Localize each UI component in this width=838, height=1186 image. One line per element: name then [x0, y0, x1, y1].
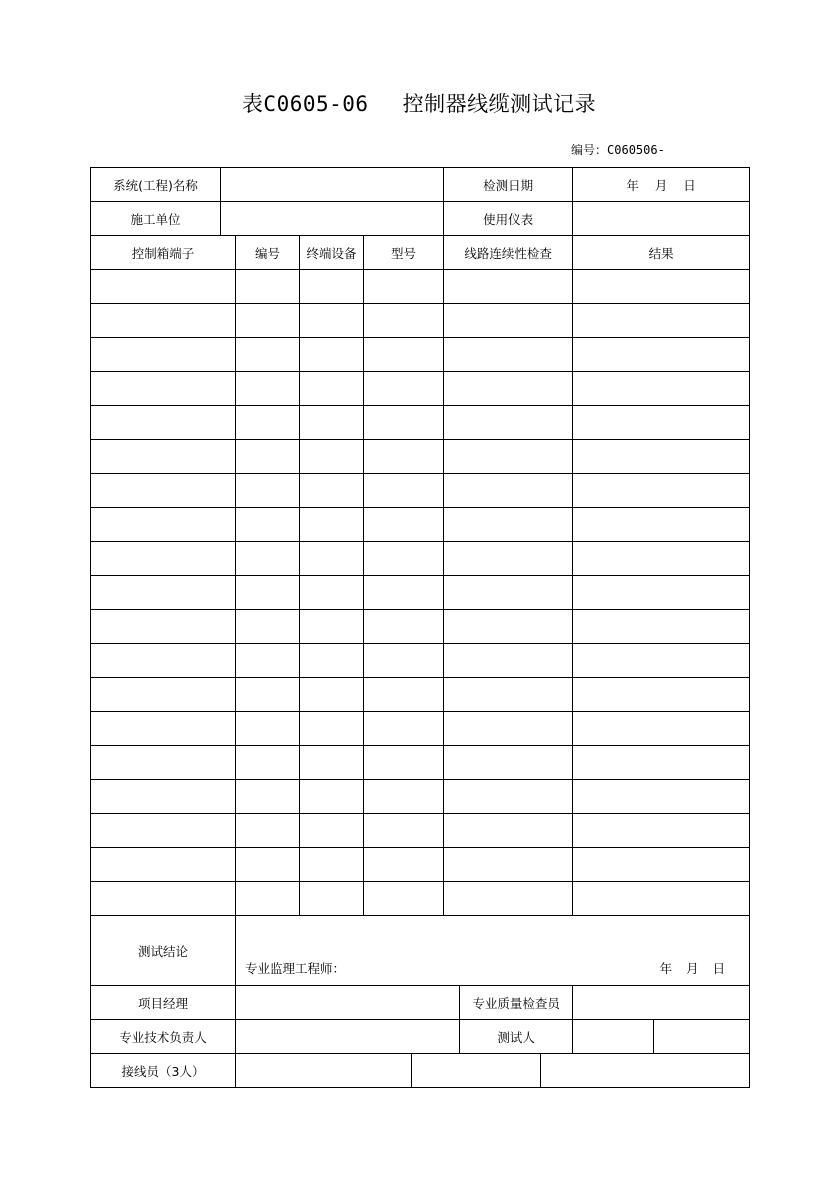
result-cell[interactable]	[573, 576, 750, 610]
continuity-cell[interactable]	[444, 508, 573, 542]
terminal-cell[interactable]	[91, 848, 236, 882]
continuity-cell[interactable]	[444, 712, 573, 746]
continuity-cell[interactable]	[444, 474, 573, 508]
result-cell[interactable]	[573, 814, 750, 848]
tester-label: 测试人	[460, 1020, 573, 1054]
tech-lead-field[interactable]	[236, 1020, 460, 1054]
terminal-cell[interactable]	[91, 882, 236, 916]
model-cell[interactable]	[364, 814, 444, 848]
model-cell[interactable]	[364, 848, 444, 882]
device-cell[interactable]	[300, 644, 364, 678]
device-cell[interactable]	[300, 814, 364, 848]
construction-unit-label: 施工单位	[91, 202, 221, 236]
continuity-cell[interactable]	[444, 270, 573, 304]
device-cell[interactable]	[300, 576, 364, 610]
result-cell[interactable]	[573, 508, 750, 542]
continuity-cell[interactable]	[444, 746, 573, 780]
table-row	[91, 304, 750, 338]
table-row	[91, 644, 750, 678]
device-cell[interactable]	[300, 610, 364, 644]
project-manager-label: 项目经理	[91, 986, 236, 1020]
continuity-cell[interactable]	[444, 406, 573, 440]
model-cell[interactable]	[364, 508, 444, 542]
signature-row-2	[91, 1020, 750, 1054]
table-row	[91, 848, 750, 882]
result-cell[interactable]	[573, 270, 750, 304]
model-cell[interactable]	[364, 372, 444, 406]
wiring-staff-label: 接线员（3人）	[91, 1054, 236, 1088]
device-cell[interactable]	[300, 338, 364, 372]
number-cell[interactable]	[236, 712, 300, 746]
document-title	[0, 88, 838, 118]
number-cell[interactable]	[236, 848, 300, 882]
table-row	[91, 474, 750, 508]
table-row	[91, 542, 750, 576]
continuity-cell[interactable]	[444, 304, 573, 338]
test-record-table	[90, 167, 750, 1088]
continuity-cell[interactable]	[444, 440, 573, 474]
table-row	[91, 440, 750, 474]
continuity-cell[interactable]	[444, 814, 573, 848]
number-cell[interactable]	[236, 644, 300, 678]
device-cell[interactable]	[300, 712, 364, 746]
terminal-cell[interactable]	[91, 270, 236, 304]
number-cell[interactable]	[236, 542, 300, 576]
device-cell[interactable]	[300, 304, 364, 338]
continuity-cell[interactable]	[444, 848, 573, 882]
continuity-cell[interactable]	[444, 576, 573, 610]
terminal-cell[interactable]	[91, 746, 236, 780]
header-row-system	[91, 168, 750, 202]
system-name-field[interactable]	[221, 168, 444, 202]
number-cell[interactable]	[236, 270, 300, 304]
result-cell[interactable]	[573, 712, 750, 746]
terminal-cell[interactable]	[91, 712, 236, 746]
number-cell[interactable]	[236, 440, 300, 474]
table-row	[91, 610, 750, 644]
model-cell[interactable]	[364, 780, 444, 814]
col-header-continuity: 线路连续性检查	[444, 236, 573, 270]
result-cell[interactable]	[573, 372, 750, 406]
continuity-cell[interactable]	[444, 372, 573, 406]
continuity-cell[interactable]	[444, 882, 573, 916]
test-date-field[interactable]: 年 月 日	[573, 168, 750, 202]
result-cell[interactable]	[573, 406, 750, 440]
terminal-cell[interactable]	[91, 576, 236, 610]
number-cell[interactable]	[236, 882, 300, 916]
conclusion-label: 测试结论	[91, 916, 236, 986]
result-cell[interactable]	[573, 746, 750, 780]
number-cell[interactable]	[236, 406, 300, 440]
table-row	[91, 372, 750, 406]
number-cell[interactable]	[236, 814, 300, 848]
model-cell[interactable]	[364, 746, 444, 780]
form-name: 控制器线缆测试记录	[402, 92, 597, 116]
result-cell[interactable]	[573, 848, 750, 882]
result-cell[interactable]	[573, 542, 750, 576]
number-cell[interactable]	[236, 508, 300, 542]
tech-lead-label: 专业技术负责人	[91, 1020, 236, 1054]
model-cell[interactable]	[364, 712, 444, 746]
device-cell[interactable]	[300, 780, 364, 814]
signature-row-3	[91, 1054, 750, 1088]
terminal-cell[interactable]	[91, 338, 236, 372]
quality-inspector-label: 专业质量检查员	[460, 986, 573, 1020]
result-cell[interactable]	[573, 610, 750, 644]
form-code: 表C0605-06	[241, 92, 369, 116]
wiring-staff-field-1[interactable]	[236, 1054, 412, 1088]
device-cell[interactable]	[300, 508, 364, 542]
table-row	[91, 406, 750, 440]
model-cell[interactable]	[364, 440, 444, 474]
table-row	[91, 508, 750, 542]
terminal-cell[interactable]	[91, 406, 236, 440]
table-row	[91, 678, 750, 712]
continuity-cell[interactable]	[444, 644, 573, 678]
result-cell[interactable]	[573, 678, 750, 712]
signature-row-1	[91, 986, 750, 1020]
construction-unit-field[interactable]	[221, 202, 444, 236]
model-cell[interactable]	[364, 610, 444, 644]
continuity-cell[interactable]	[444, 780, 573, 814]
device-cell[interactable]	[300, 406, 364, 440]
model-cell[interactable]	[364, 474, 444, 508]
device-cell[interactable]	[300, 678, 364, 712]
continuity-cell[interactable]	[444, 678, 573, 712]
result-cell[interactable]	[573, 474, 750, 508]
number-cell[interactable]	[236, 372, 300, 406]
result-cell[interactable]	[573, 338, 750, 372]
terminal-cell[interactable]	[91, 678, 236, 712]
model-cell[interactable]	[364, 304, 444, 338]
quality-inspector-field[interactable]	[573, 986, 750, 1020]
continuity-cell[interactable]	[444, 610, 573, 644]
column-header-row	[91, 236, 750, 270]
document-number-label: 编号：	[571, 143, 608, 157]
number-cell[interactable]	[236, 304, 300, 338]
col-header-terminal: 控制箱端子	[91, 236, 236, 270]
terminal-cell[interactable]	[91, 814, 236, 848]
tester-field-2[interactable]	[654, 1020, 750, 1054]
header-row-unit	[91, 202, 750, 236]
conclusion-field[interactable]	[236, 916, 750, 986]
terminal-cell[interactable]	[91, 610, 236, 644]
result-cell[interactable]	[573, 644, 750, 678]
terminal-cell[interactable]	[91, 644, 236, 678]
device-cell[interactable]	[300, 746, 364, 780]
document-number-value: C060506-	[607, 143, 665, 157]
number-cell[interactable]	[236, 474, 300, 508]
result-cell[interactable]	[573, 440, 750, 474]
model-cell[interactable]	[364, 882, 444, 916]
continuity-cell[interactable]	[444, 542, 573, 576]
table-row	[91, 814, 750, 848]
continuity-cell[interactable]	[444, 338, 573, 372]
table-row	[91, 712, 750, 746]
number-cell[interactable]	[236, 678, 300, 712]
project-manager-field[interactable]	[236, 986, 460, 1020]
supervisor-signature-label: 专业监理工程师：	[245, 961, 346, 976]
table-row	[91, 780, 750, 814]
terminal-cell[interactable]	[91, 508, 236, 542]
number-cell[interactable]	[236, 780, 300, 814]
model-cell[interactable]	[364, 644, 444, 678]
tester-field-1[interactable]	[573, 1020, 654, 1054]
table-row	[91, 576, 750, 610]
document-number	[571, 141, 665, 158]
device-cell[interactable]	[300, 542, 364, 576]
system-name-label: 系统(工程)名称	[91, 168, 221, 202]
result-cell[interactable]	[573, 882, 750, 916]
number-cell[interactable]	[236, 338, 300, 372]
col-header-number: 编号	[236, 236, 300, 270]
model-cell[interactable]	[364, 678, 444, 712]
table-row	[91, 338, 750, 372]
result-cell[interactable]	[573, 780, 750, 814]
instrument-label: 使用仪表	[444, 202, 573, 236]
number-cell[interactable]	[236, 746, 300, 780]
model-cell[interactable]	[364, 576, 444, 610]
table-row	[91, 270, 750, 304]
wiring-staff-field-3[interactable]	[541, 1054, 750, 1088]
device-cell[interactable]	[300, 882, 364, 916]
col-header-result: 结果	[573, 236, 750, 270]
terminal-cell[interactable]	[91, 440, 236, 474]
number-cell[interactable]	[236, 576, 300, 610]
conclusion-date: 年 月 日	[659, 961, 726, 976]
terminal-cell[interactable]	[91, 372, 236, 406]
device-cell[interactable]	[300, 372, 364, 406]
conclusion-row	[91, 916, 750, 986]
device-cell[interactable]	[300, 474, 364, 508]
number-cell[interactable]	[236, 610, 300, 644]
terminal-cell[interactable]	[91, 304, 236, 338]
device-cell[interactable]	[300, 270, 364, 304]
device-cell[interactable]	[300, 848, 364, 882]
model-cell[interactable]	[364, 406, 444, 440]
table-row	[91, 746, 750, 780]
model-cell[interactable]	[364, 542, 444, 576]
result-cell[interactable]	[573, 304, 750, 338]
instrument-field[interactable]	[573, 202, 750, 236]
device-cell[interactable]	[300, 440, 364, 474]
terminal-cell[interactable]	[91, 474, 236, 508]
terminal-cell[interactable]	[91, 780, 236, 814]
table-row	[91, 882, 750, 916]
model-cell[interactable]	[364, 270, 444, 304]
col-header-device: 终端设备	[300, 236, 364, 270]
model-cell[interactable]	[364, 338, 444, 372]
wiring-staff-field-2[interactable]	[412, 1054, 541, 1088]
terminal-cell[interactable]	[91, 542, 236, 576]
test-date-label: 检测日期	[444, 168, 573, 202]
col-header-model: 型号	[364, 236, 444, 270]
